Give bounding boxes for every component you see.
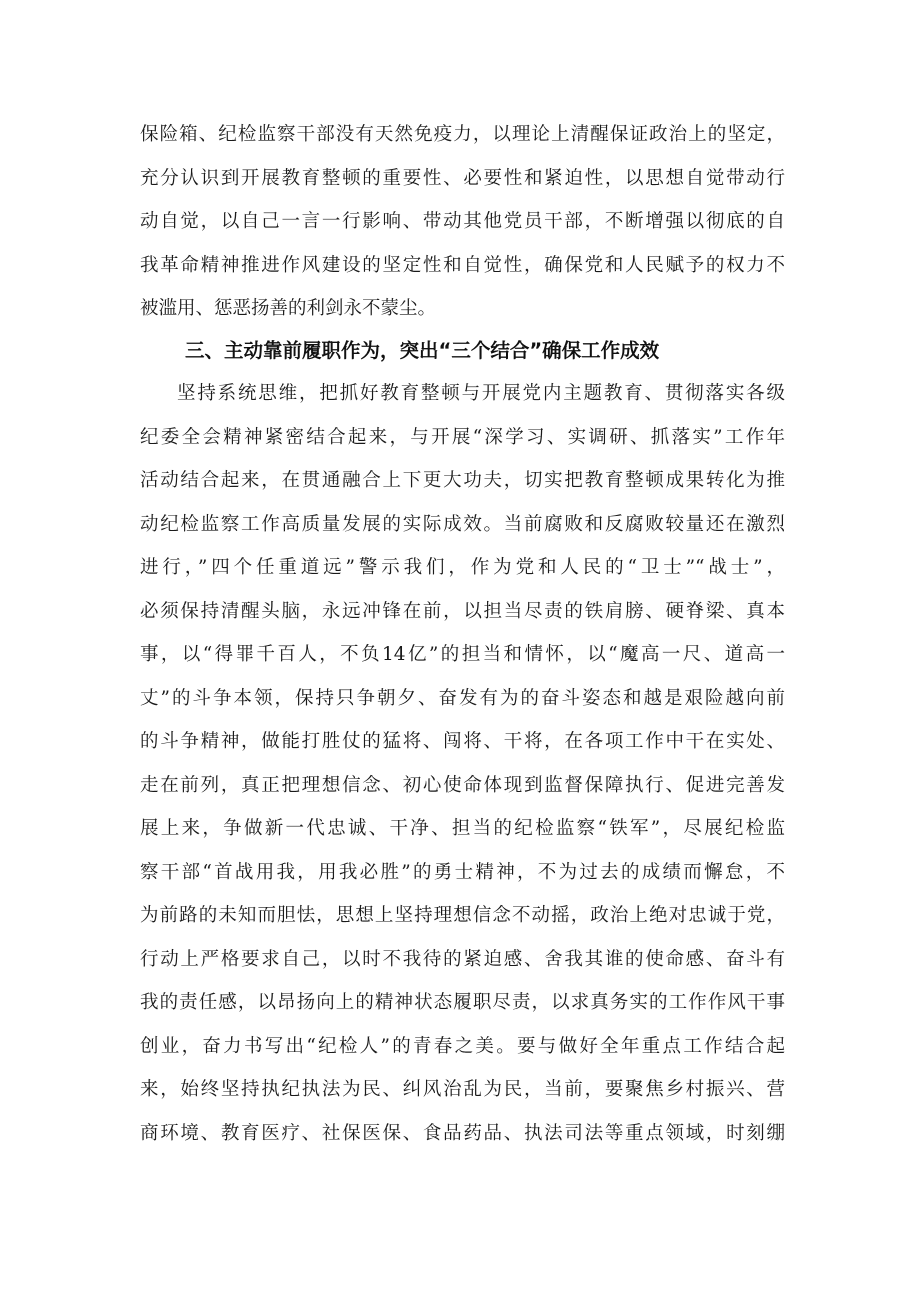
- paragraph-1-line: 我革命精神推进作风建设的坚定性和自觉性，确保党和人民赋予的权力不: [140, 254, 785, 276]
- paragraph-2-line: 我的责任感，以昂扬向上的精神状态履职尽责，以求真务实的工作作风干事: [140, 992, 785, 1013]
- paragraph-2-line: 创业，奋力书写出“纪检人”的青春之美。要与做好全年重点工作结合起: [140, 1035, 785, 1057]
- paragraph-2: [140, 372, 785, 1155]
- paragraph-2-line: 活动结合起来，在贯通融合上下更大功夫，切实把教育整顿成果转化为推: [140, 470, 785, 491]
- paragraph-2-line: 为前路的未知而胆怯，思想上坚持理想信念不动摇，政治上绝对忠诚于党，: [140, 905, 785, 926]
- paragraph-2-line: 纪委全会精神紧密结合起来，与开展“深学习、实调研、抓落实”工作年: [140, 426, 785, 448]
- paragraph-2-line: 进行，”四个任重道远”警示我们，作为党和人民的“卫士”“战士”，: [140, 557, 785, 578]
- paragraph-2-line: 行动上严格要求自己，以时不我待的紧迫感、舍我其谁的使命感、奋斗有: [140, 948, 785, 970]
- paragraph-2-line: 坚持系统思维，把抓好教育整顿与开展党内主题教育、贯彻落实各级: [177, 383, 785, 404]
- paragraph-2-line: 必须保持清醒头脑，永远冲锋在前，以担当尽责的铁肩膀、硬脊梁、真本: [140, 600, 785, 622]
- paragraph-1-line: 充分认识到开展教育整顿的重要性、必要性和紧迫性，以思想自觉带动行: [140, 167, 785, 189]
- paragraph-2-line: 动纪检监察工作高质量发展的实际成效。当前腐败和反腐败较量还在激烈: [140, 513, 785, 535]
- paragraph-2-line: 来，始终坚持执纪执法为民、纠风治乱为民，当前，要聚焦乡村振兴、营: [140, 1079, 785, 1100]
- paragraph-2-line: 展上来，争做新一代忠诚、干净、担当的纪检监察“铁军”，尽展纪检监: [140, 818, 785, 839]
- paragraph-1-line: 被滥用、惩恶扬善的利剑永不蒙尘。: [140, 298, 437, 319]
- section-heading: 三、主动靠前履职作为，突出“三个结合”确保工作成效: [185, 339, 660, 362]
- paragraph-1-line: 动自觉，以自己一言一行影响、带动其他党员干部，不断增强以彻底的自: [140, 211, 785, 232]
- paragraph-2-line: 的斗争精神，做能打胜仗的猛将、闯将、干将，在各项工作中干在实处、: [140, 731, 785, 752]
- paragraph-2-line: 商环境、教育医疗、社保医保、食品药品、执法司法等重点领域，时刻绷: [140, 1122, 785, 1144]
- paragraph-2-line: 察干部“首战用我，用我必胜”的勇士精神，不为过去的成绩而懈怠，不: [140, 861, 785, 883]
- paragraph-2-line: 丈”的斗争本领，保持只争朝夕、奋发有为的奋斗姿态和越是艰险越向前: [140, 687, 785, 709]
- paragraph-2-line: 走在前列，真正把理想信念、初心使命体现到监督保障执行、促进完善发: [140, 774, 785, 796]
- paragraph-1-line: 保险箱、纪检监察干部没有天然免疫力，以理论上清醒保证政治上的坚定，: [140, 124, 785, 145]
- paragraph-2-line: 事，以“得罪千百人，不负14亿”的担当和情怀，以“魔高一尺、道高一: [140, 644, 785, 665]
- paragraph-1: [140, 113, 785, 331]
